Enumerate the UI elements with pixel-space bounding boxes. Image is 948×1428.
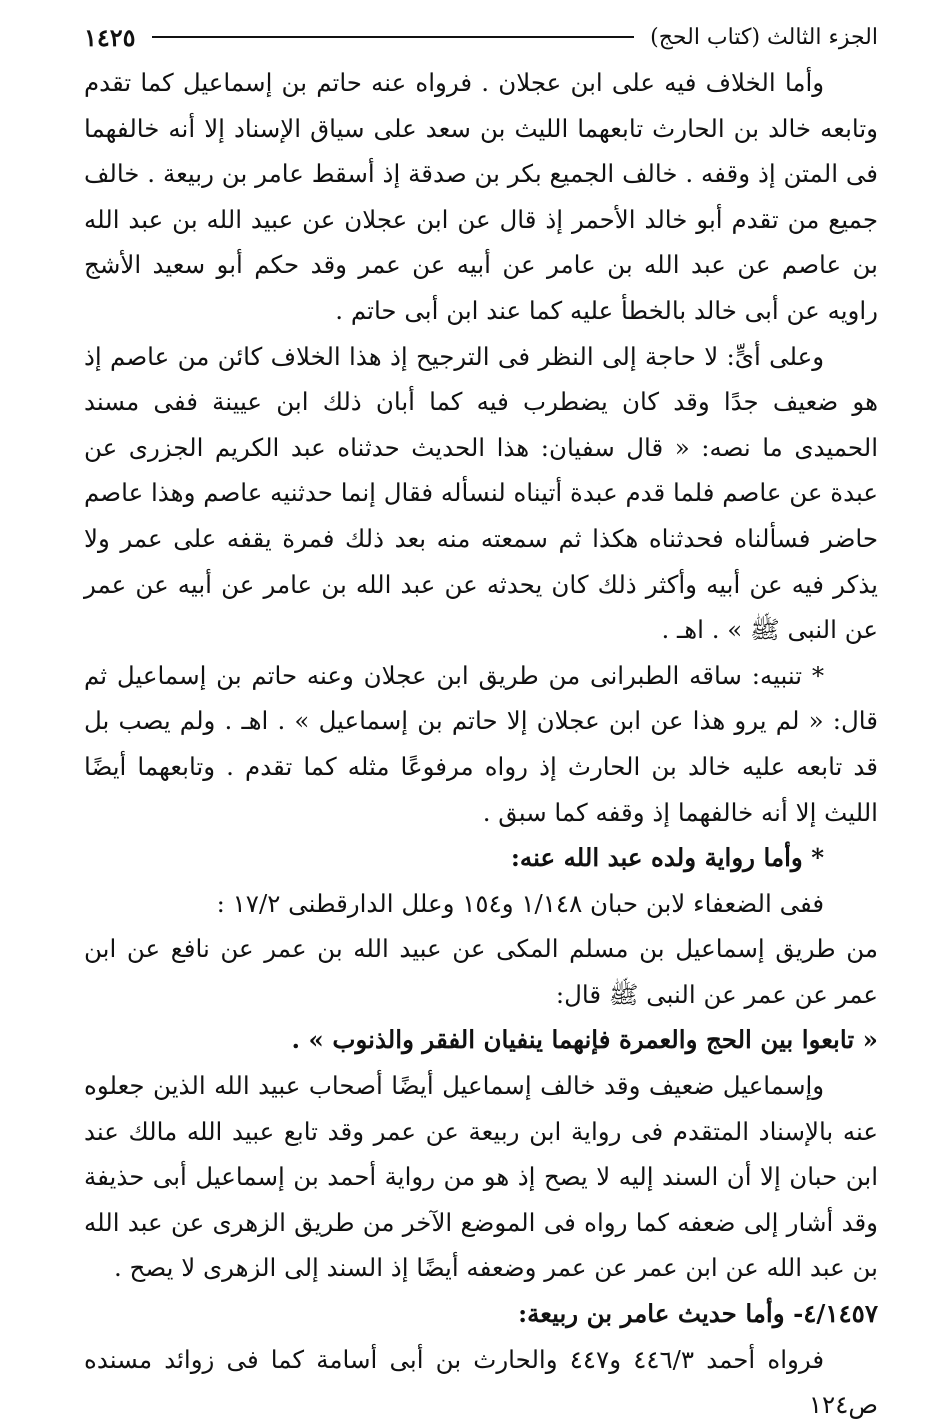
paragraph-tarjih: وعلى أىٍّ: لا حاجة إلى النظر فى الترجيح إذ هذا الخلاف كائن من عاصم إذ هو ضعيف جدًا وقد كان يضطرب فيه كما أبان ذلك ابن عيينة ففى مسند الحميدى ما نصه: « قال سفيان: هذا الحديث حدثناه عبد الكريم الجزرى عن عبدة عن عاصم فلما قدم عبدة أتيناه لنسأله فقال إنما حدثنيه عاصم وهذا عاصم حاضر فسألناه فحدثناه هكذا ثم سمعته منه بعد ذلك فمرة يقفه على عمر ولا يذكر فيه عن أبيه وأكثر ذلك كان يحدثه عن عبد الله بن عامر عن أبيه عن عمر عن النبى ﷺ » . اهـ . xyxy=(84,341,878,645)
hadith-text: « تابعوا بين الحج والعمرة فإنهما ينفيان الفقر والذنوب » . xyxy=(291,1025,878,1055)
page-number: ١٤٢٥ xyxy=(84,22,136,52)
paragraph-ahmad: فرواه أحمد ٤٤٦/٣ و٤٤٧ والحارث بن أبى أسامة كما فى زوائد مسنده ص١٢٤ xyxy=(84,1344,878,1420)
paragraph-tanbih: * تنبيه: ساقه الطبرانى من طريق ابن عجلان وعنه حاتم بن إسماعيل ثم قال: « لم يرو هذا عن ابن عجلان إلا حاتم بن إسماعيل » . اهـ . ولم يصب بل قد تابعه عليه خالد بن الحارث إذ رواه مرفوعًا مثله كما تقدم . وتابعهما أيضًا الليث إلا أنه خالفهما إذ وقفه كما سبق . xyxy=(84,660,878,827)
paragraph-isnad: من طريق إسماعيل بن مسلم المكى عن عبيد الله بن عمر عن نافع عن ابن عمر عن عمر عن النبى ﷺ قال: xyxy=(84,934,878,1009)
page-body xyxy=(84,60,878,1428)
paragraph-khilaf: وأما الخلاف فيه على ابن عجلان . فرواه عنه حاتم بن إسماعيل كما تقدم وتابعه خالد بن الحارث تابعهما الليث بن سعد على سياق الإسناد إلا أنه خالفهما فى المتن إذ وقفه . خالف الجميع بكر بن صدقة إذ أسقط عامر بن ربيعة . خالف جميع من تقدم أبو خالد الأحمر إذ قال عن ابن عجلان عن عبيد الله بن عبد الله بن عاصم عن عبد الله بن عامر عن أبيه عن عمر وقد حكم أبو سعيد الأشج راويه عن أبى خالد بالخطأ عليه كما عند ابن أبى حاتم . xyxy=(84,68,878,325)
section-heading-amir: ٤/١٤٥٧- وأما حديث عامر بن ربيعة: xyxy=(518,1299,878,1329)
header-title: الجزء الثالث (كتاب الحج) xyxy=(650,24,878,50)
paragraph-ismail: وإسماعيل ضعيف وقد خالف إسماعيل أيضًا أصحاب عبيد الله الذين جعلوه عنه بالإسناد المتقدم فى رواية ابن ربيعة عن عمر وقد تابع عبيد الله مالك عند ابن حبان إلا أن السند إليه لا يصح إذ هو من رواية أحمد بن إسماعيل أبى حذيفة وقد أشار إلى ضعفه كما رواه فى الموضع الآخر من طريق الزهرى عن عبد الله بن عبد الله عن ابن عمر عن عمر وضعفه أيضًا إذ السند إلى الزهرى لا يصح . xyxy=(84,1071,878,1283)
header-rule xyxy=(152,36,635,38)
source-citation: ففى الضعفاء لابن حبان ١/١٤٨ و١٥٤ وعلل الدارقطنى ١٧/٢ : xyxy=(216,888,825,918)
section-heading-abdullah: * وأما رواية ولده عبد الله عنه: xyxy=(510,843,825,873)
running-header xyxy=(84,14,878,60)
